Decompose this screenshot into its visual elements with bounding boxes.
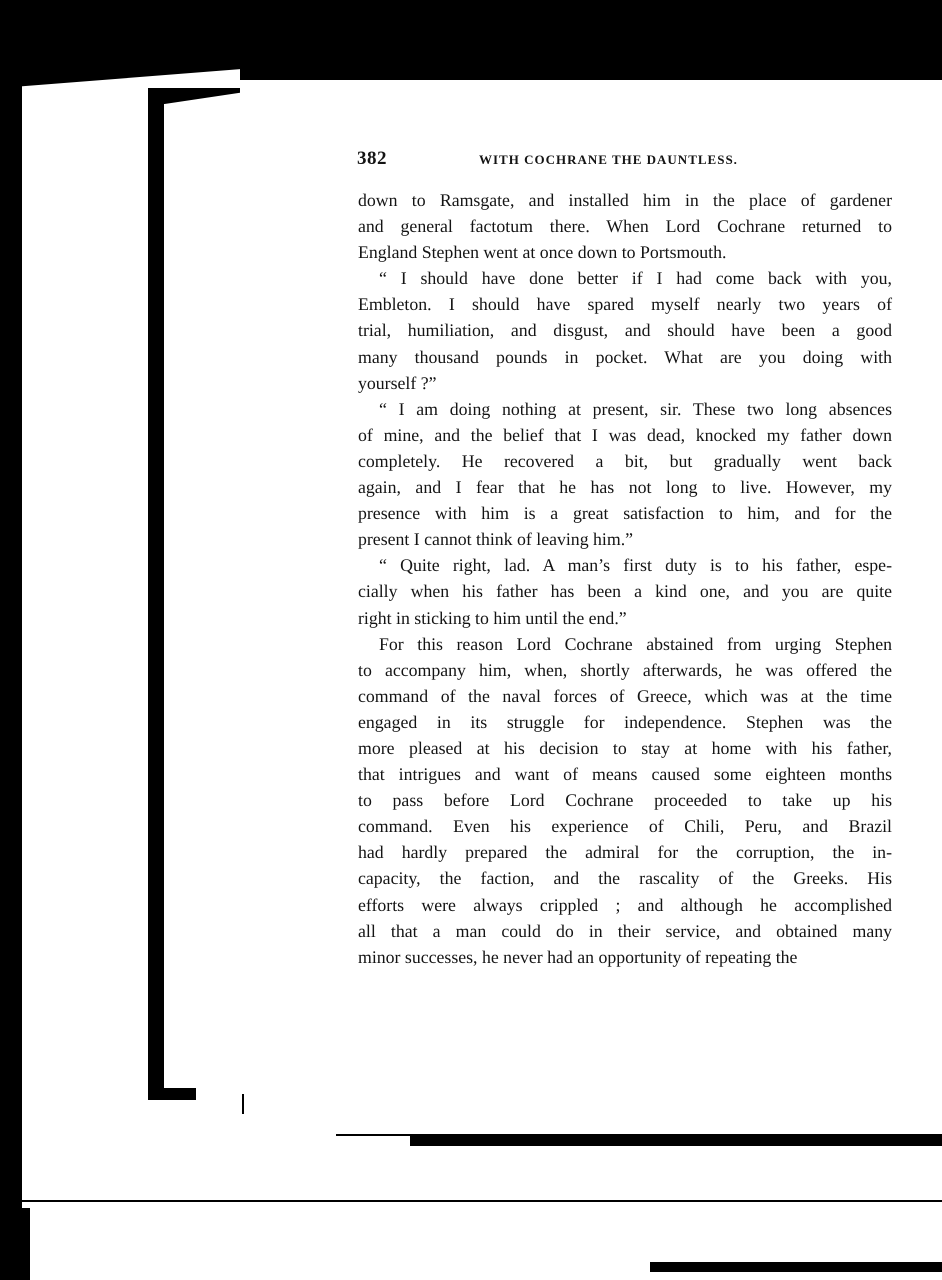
text-line: command. Even his experience of Chili, Peru, and Brazil — [358, 816, 892, 837]
bottom-left-mark — [0, 1208, 30, 1280]
scan-left-border — [0, 0, 22, 1210]
text-line: to accompany him, when, shortly afterwards, he was offered the — [358, 659, 892, 680]
running-title: WITH COCHRANE THE DAUNTLESS. — [479, 152, 738, 167]
text-line: right in sticking to him until the end.” — [358, 607, 627, 628]
lower-right-edge — [650, 1262, 942, 1272]
paragraph — [358, 187, 892, 265]
text-line: of mine, and the belief that I was dead, knocked my father down — [358, 424, 892, 445]
body-text — [358, 187, 892, 970]
page-number: 382 — [357, 148, 387, 169]
page-header — [357, 148, 897, 172]
text-line: cially when his father has been a kind one, and you are quite — [358, 581, 892, 602]
text-line: Embleton. I should have spared myself nearly two years of — [358, 294, 892, 315]
paragraph — [358, 265, 892, 395]
text-line: yourself ?” — [358, 372, 437, 393]
lower-scan-line — [20, 1200, 942, 1202]
text-line: “ I am doing nothing at present, sir. These two long absences — [379, 398, 892, 419]
text-line: minor successes, he never had an opportunity of repeating the — [358, 946, 798, 967]
paragraph — [358, 552, 892, 630]
text-line: England Stephen went at once down to Portsmouth. — [358, 242, 727, 263]
text-line: present I cannot think of leaving him.” — [358, 529, 634, 550]
book-spine-foot — [148, 1088, 196, 1100]
bottom-rule-thin — [336, 1134, 942, 1136]
scan-top-right-border — [240, 58, 942, 80]
text-line: had hardly prepared the admiral for the corruption, the in- — [358, 842, 892, 863]
paragraph — [358, 631, 892, 970]
text-line: and general factotum there. When Lord Cochrane returned to — [358, 216, 892, 237]
text-line: more pleased at his decision to stay at home with his father, — [358, 737, 892, 758]
text-line: many thousand pounds in pocket. What are you doing with — [358, 346, 892, 367]
text-line: again, and I fear that he has not long to live. However, my — [358, 477, 892, 498]
text-line: For this reason Lord Cochrane abstained from urging Stephen — [379, 633, 892, 654]
text-line: engaged in its struggle for independence. Stephen was the — [358, 711, 892, 732]
text-line: capacity, the faction, and the rascality of the Greeks. His — [358, 868, 892, 889]
text-line: to pass before Lord Cochrane proceeded to take up his — [358, 790, 892, 811]
text-line: command of the naval forces of Greece, which was at the time — [358, 685, 892, 706]
text-line: presence with him is a great satisfaction to him, and for the — [358, 503, 892, 524]
margin-tick — [242, 1094, 244, 1114]
book-spine-edge — [148, 92, 164, 1098]
text-line: “ I should have done better if I had come back with you, — [379, 268, 892, 289]
scan-left-wedge — [0, 40, 245, 88]
text-line: efforts were always crippled ; and although he accomplished — [358, 894, 892, 915]
text-line: completely. He recovered a bit, but gradually went back — [358, 450, 892, 471]
text-line: that intrigues and want of means caused some eighteen months — [358, 764, 892, 785]
text-line: down to Ramsgate, and installed him in the place of gardener — [358, 190, 892, 210]
bottom-rule — [410, 1136, 942, 1146]
text-line: “ Quite right, lad. A man’s first duty is to his father, espe- — [379, 555, 892, 576]
paragraph — [358, 396, 892, 553]
text-line: trial, humiliation, and disgust, and should have been a good — [358, 320, 892, 341]
book-spine-cap — [148, 88, 240, 104]
text-line: all that a man could do in their service, and obtained many — [358, 920, 892, 941]
